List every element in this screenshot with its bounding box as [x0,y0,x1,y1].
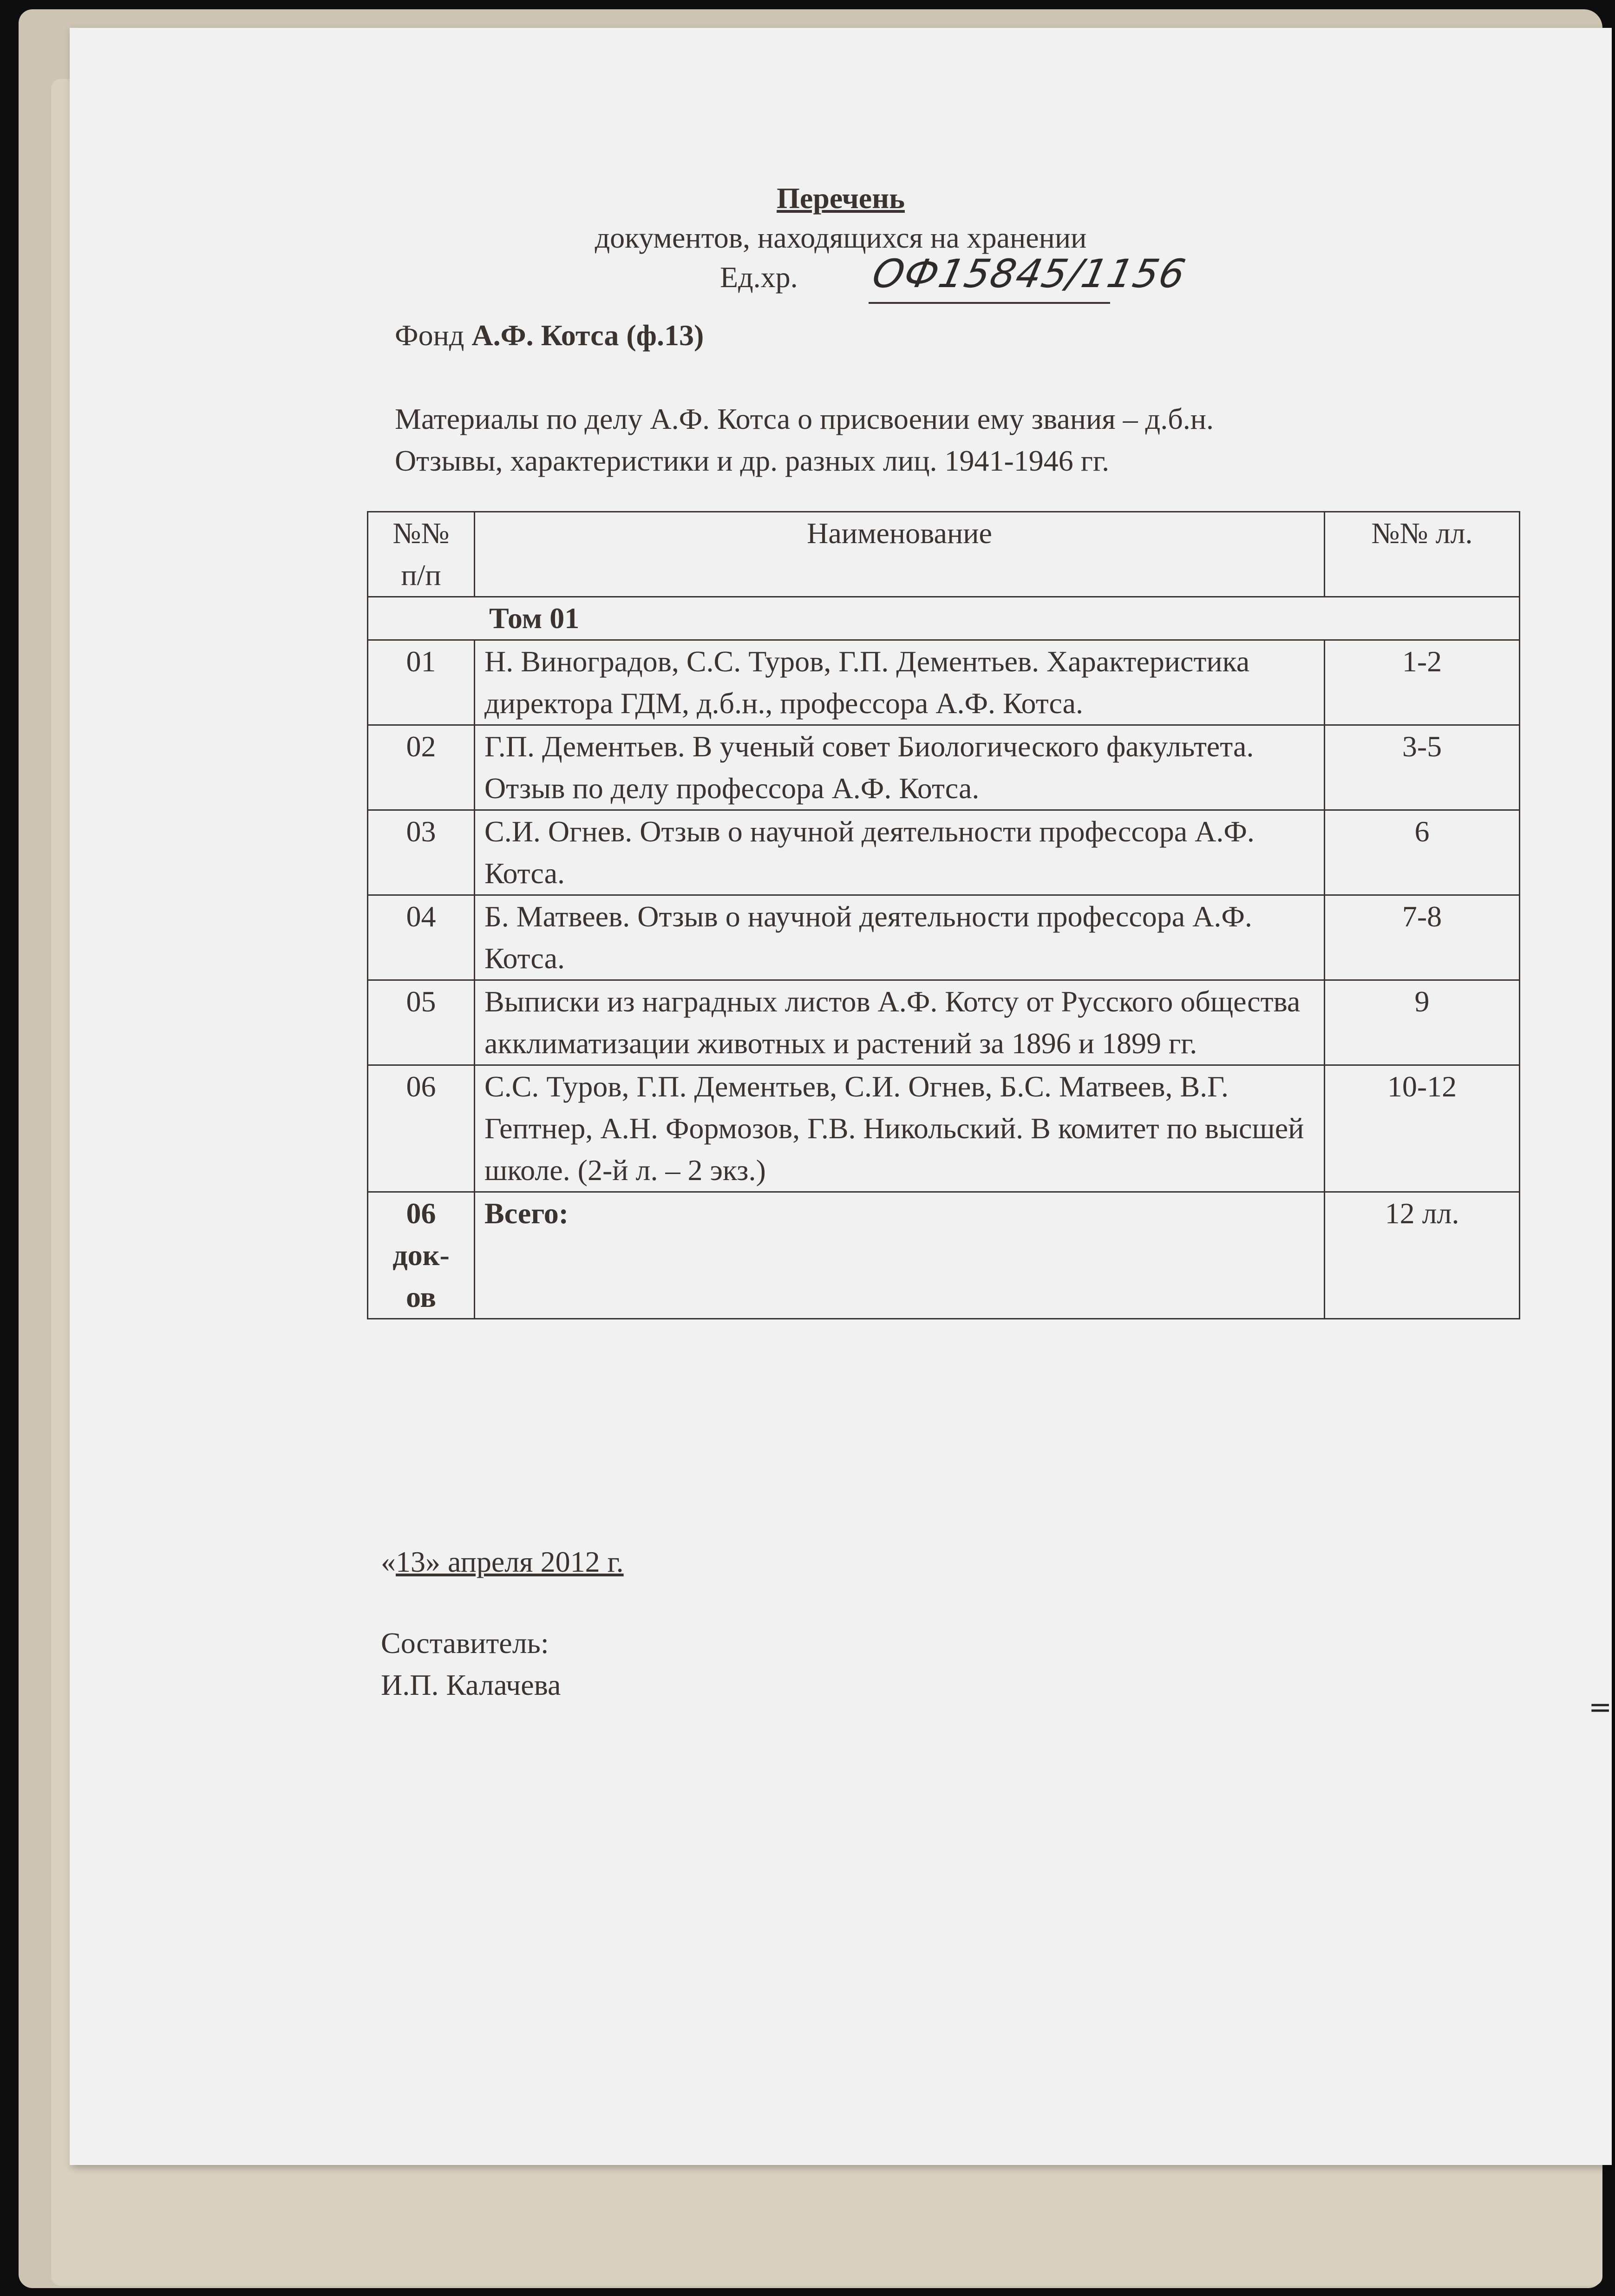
row-name: С.С. Туров, Г.П. Дементьев, С.И. Огнев, Б.С. Матвеев, В.Г. Гептнер, А.Н. Формозов, Г.В. Никольский. В комитет по высшей школе. (2-й л. – 2 экз.) [475,1065,1325,1192]
description-line-2: Отзывы, характеристики и др. разных лиц. 1941-1946 гг. [395,444,1110,477]
volume-label: Том 01 [368,597,1520,640]
storage-unit-number: ОФ15845/1156 [868,251,1190,296]
total-pages: 12 лл. [1325,1192,1520,1319]
row-pages: 9 [1325,980,1520,1065]
row-pages: 7-8 [1325,895,1520,980]
row-num: 01 [368,640,475,725]
fond-prefix: Фонд [395,319,472,352]
compiler-label: Составитель: [381,1627,549,1660]
row-pages: 10-12 [1325,1065,1520,1192]
table-row [368,725,1520,810]
row-num: 04 [368,895,475,980]
document-sheet [70,28,1612,2165]
compiler-name: И.П. Калачева [381,1668,561,1701]
total-label: Всего: [475,1192,1325,1319]
compilation-date [381,1547,624,1577]
date-value: 13» апреля 2012 г. [396,1545,624,1578]
document-subtitle: документов, находящихся на хранении [595,221,1087,254]
table-row [368,640,1520,725]
storage-unit-handwritten [868,251,1190,304]
table-row [368,810,1520,895]
row-num: 03 [368,810,475,895]
documents-table [367,511,1520,1319]
row-num: 06 [368,1065,475,1192]
row-pages: 3-5 [1325,725,1520,810]
header-pages: №№ лл. [1325,512,1520,597]
row-pages: 1-2 [1325,640,1520,725]
document-title: Перечень [777,182,905,215]
total-doc-count: 06 док-ов [368,1192,475,1319]
row-num: 02 [368,725,475,810]
date-open-quote: « [381,1545,396,1578]
row-name: Б. Матвеев. Отзыв о научной деятельности профессора А.Ф. Котса. [475,895,1325,980]
storage-unit-label: Ед.хр. [720,261,798,294]
row-name: С.И. Огнев. Отзыв о научной деятельности профессора А.Ф. Котса. [475,810,1325,895]
row-name: Н. Виноградов, С.С. Туров, Г.П. Дементьев. Характеристика директора ГДМ, д.б.н., профессора А.Ф. Котса. [475,640,1325,725]
table-header-row [368,512,1520,597]
fond-line [395,321,704,350]
header-num: №№ п/п [368,512,475,597]
table-row [368,980,1520,1065]
header-name: Наименование [475,512,1325,597]
folder-edge-mark: = [1589,1691,1612,1724]
archive-folder [19,9,1612,2288]
row-name: Г.П. Дементьев. В ученый совет Биологического факультета. Отзыв по делу профессора А.Ф. Котса. [475,725,1325,810]
row-pages: 6 [1325,810,1520,895]
total-row [368,1192,1520,1319]
table-row [368,895,1520,980]
table-row [368,1065,1520,1192]
volume-row [368,597,1520,640]
row-num: 05 [368,980,475,1065]
row-name: Выписки из наградных листов А.Ф. Котсу от Русского общества акклиматизации животных и растений за 1896 и 1899 гг. [475,980,1325,1065]
description-line-1: Материалы по делу А.Ф. Котса о присвоении ему звания – д.б.н. [395,402,1214,435]
fond-name: А.Ф. Котса (ф.13) [471,319,704,352]
